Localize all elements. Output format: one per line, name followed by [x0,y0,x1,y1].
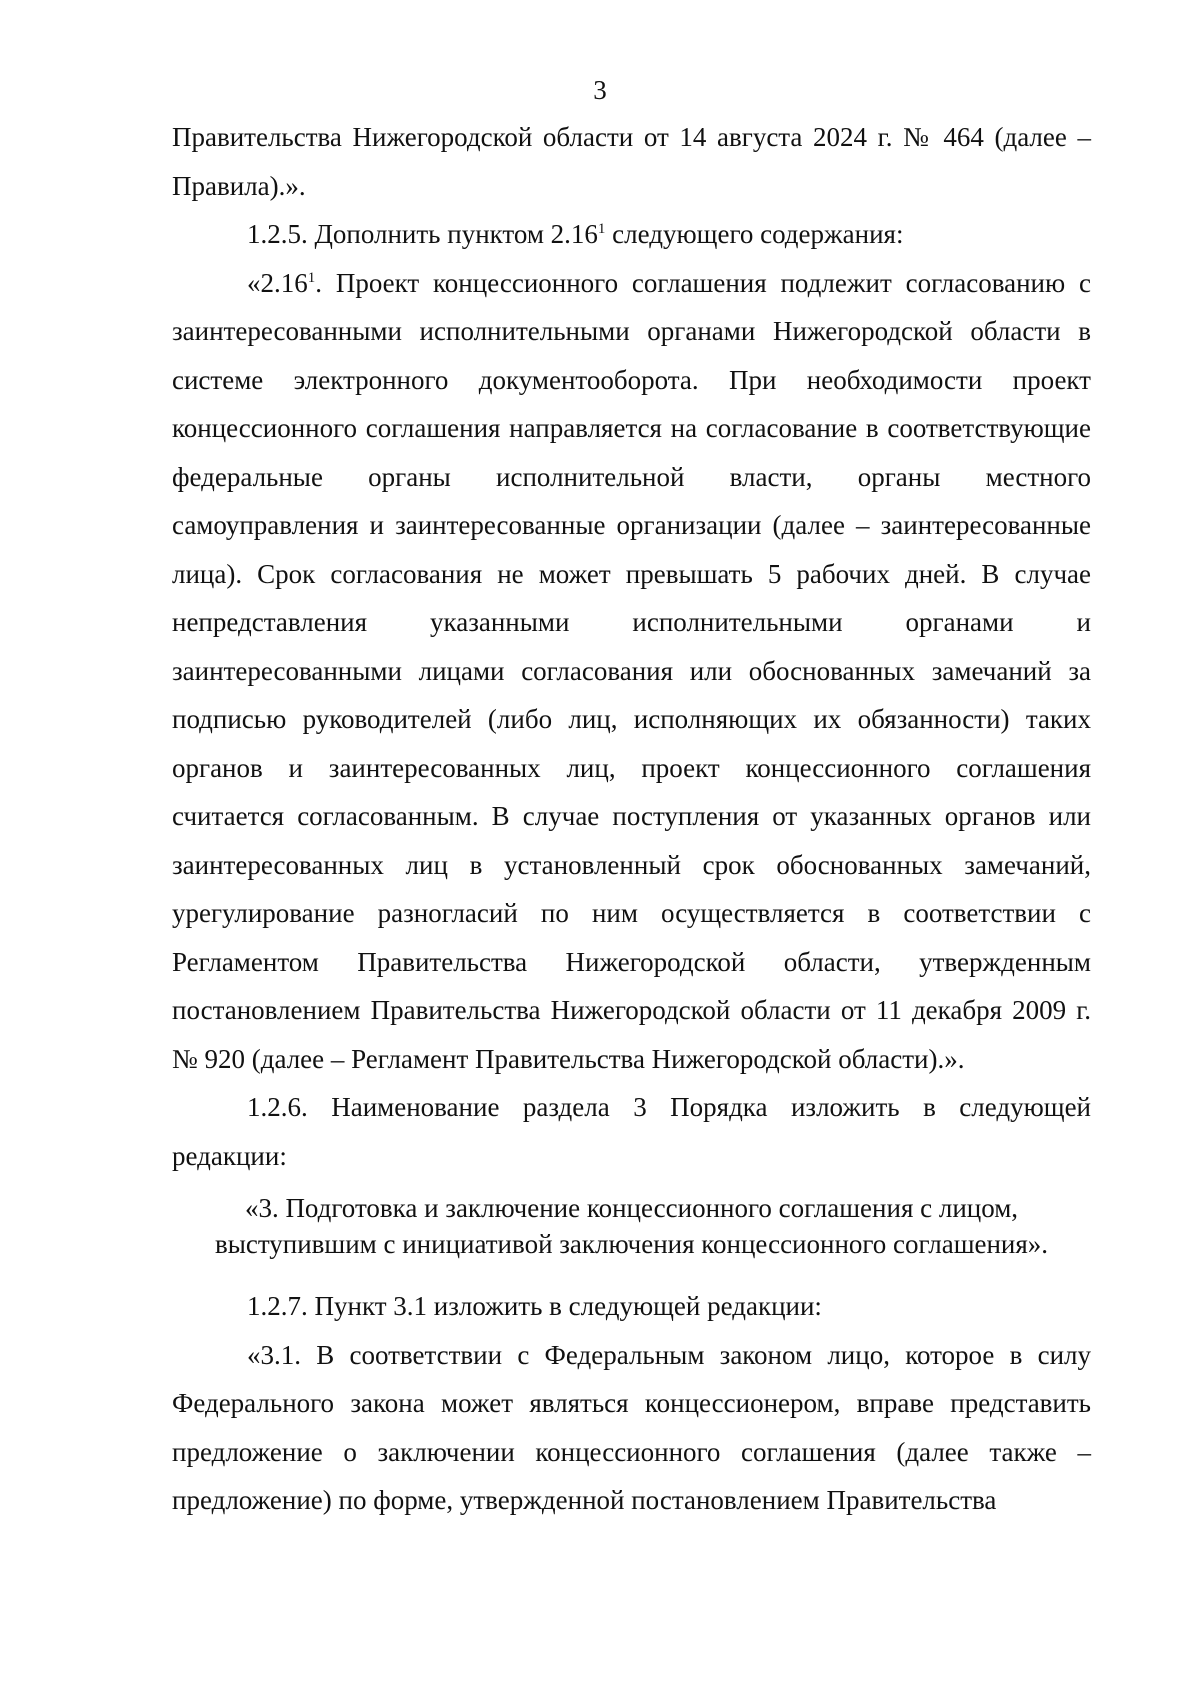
paragraph-item-1-2-7: 1.2.7. Пункт 3.1 изложить в следующей редакции: [247,1291,822,1321]
paragraph-item-1-2-5 [172,210,1091,259]
paragraph-text: «2.16 [247,267,308,298]
paragraph-text: 1.2.5. Дополнить пунктом 2.16 [247,219,598,249]
section-heading: «3. Подготовка и заключение концессионного соглашения с лицом, выступившим с инициативой заключения концессионного соглашения». [214,1193,1049,1259]
page-number: 3 [593,75,607,105]
paragraph-item-3-1: «3.1. В соответствии с Федеральным законом лицо, которое в силу Федерального закона может являться концессионером, вправе представить предложение о заключении концессионного соглашения (далее также – предложение) по форме, утвержденной постановлением Правительства [172,1339,1091,1515]
paragraph-continuation: Правительства Нижегородской области от 14 августа 2024 г. № 464 (далее – Правила).». [172,122,1091,201]
paragraph-text: . Проект концессионного соглашения подлежит согласованию с заинтересованными исполнительными органами Нижегородской области в системе электронного документооборота. При необходимости проект концессионного соглашения направляется на согласование в соответствующие федеральные органы исполнительной власти, органы местного самоуправления и заинтересованные организации (далее – заинтересованные лица). Срок согласования не может превышать 5 рабочих дней. В случае непредставления указанными исполнительными органами и заинтересованными лицами согласования или обоснованных замечаний за подписью руководителей (либо лиц, исполняющих их обязанности) таких органов и заинтересованных лиц, проект концессионного соглашения считается согласованным. В случае поступления от указанных органов или заинтересованных лиц в установленный срок обоснованных замечаний, урегулирование разногласий по ним осуществляется в соответствии с Регламентом Правительства Нижегородской области, утвержденным постановлением Правительства Нижегородской области от 11 декабря 2009 г. № 920 (далее – Регламент Правительства Нижегородской области).». [172,267,1091,1074]
paragraph-item-1-2-6: 1.2.6. Наименование раздела 3 Порядка изложить в следующей редакции: [172,1092,1091,1171]
superscript: 1 [307,269,316,286]
paragraph-item-2-16-1 [172,259,1091,1084]
paragraph-text: следующего содержания: [605,219,904,249]
document-body [172,113,1091,1525]
superscript: 1 [597,221,606,237]
